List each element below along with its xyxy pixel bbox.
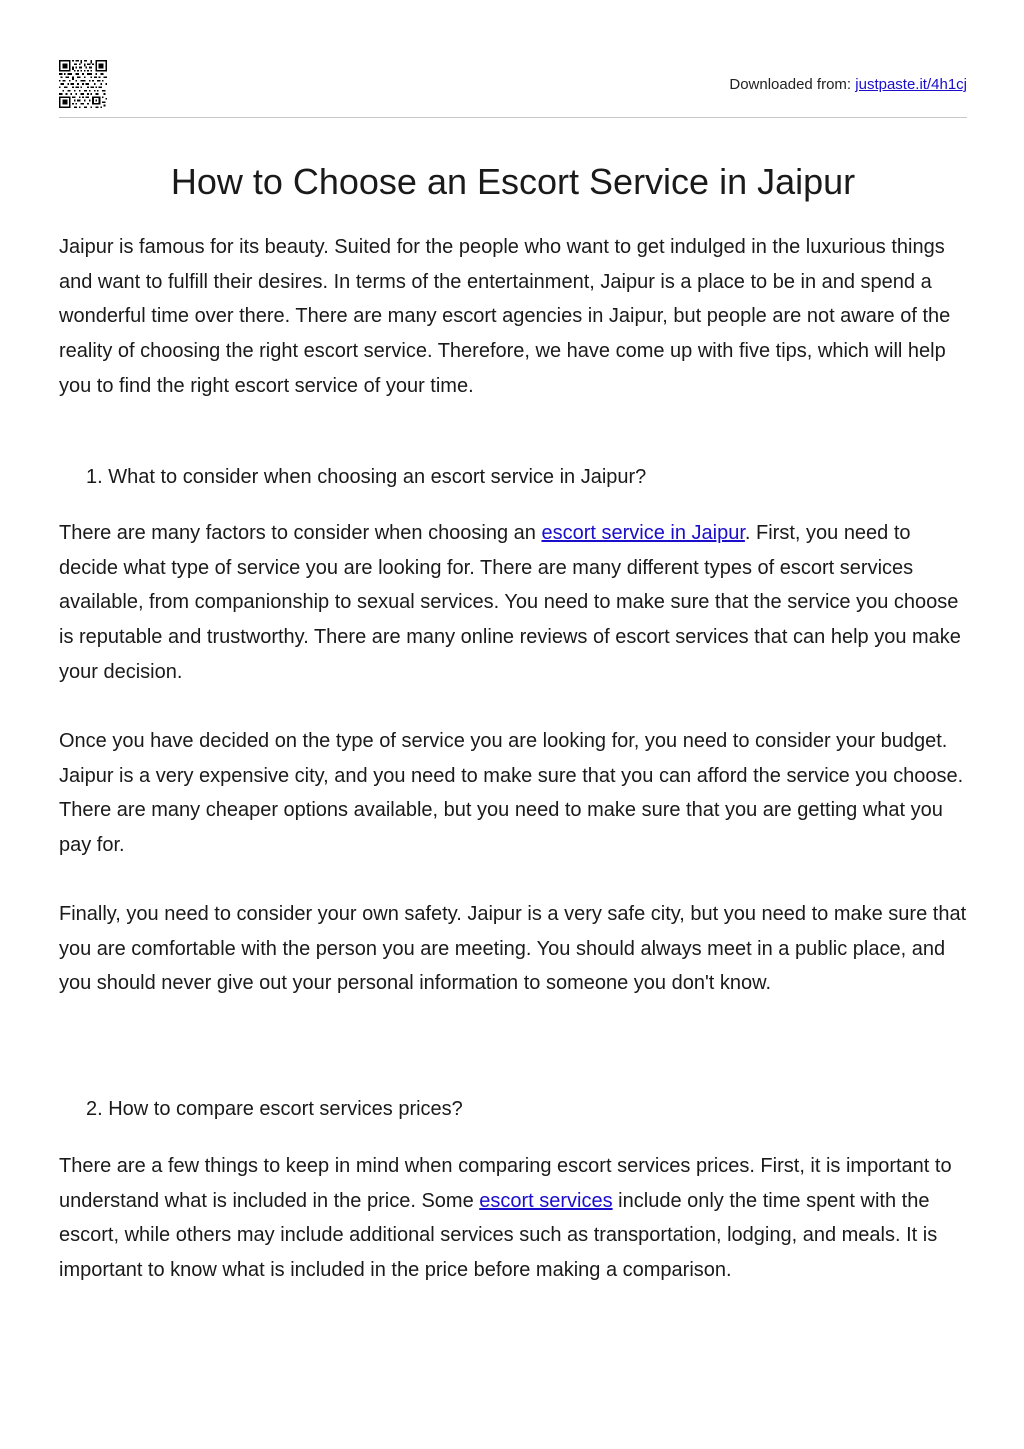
section-2-paragraph-1 (59, 1149, 971, 1288)
section-1-paragraph-3: Finally, you need to consider your own safety. Jaipur is a very safe city, but you need to make sure that you are comfortable with the person you are meeting. You should always meet in a public place, and you should never give out your personal information to someone you don't know. (59, 903, 967, 995)
section-1-p1-text-before: There are many factors to consider when choosing an (59, 522, 542, 544)
intro-paragraph: Jaipur is famous for its beauty. Suited for the people who want to get indulged in the luxurious things and want to fulfill their desires. In terms of the entertainment, Jaipur is a place to be in and spend a wonderful time over there. There are many escort agencies in Jaipur, but people are not aware of the reality of choosing the right escort service. Therefore, we have come up with five tips, which will help you to find the right escort service of your time. (59, 236, 951, 397)
downloaded-from-text (729, 76, 967, 93)
downloaded-from-label: Downloaded from: (729, 76, 856, 93)
section-1-p1-text-after: . First, you need to decide what type of service you are looking for. There are many different types of escort services available, from companionship to sexual services. You need to make sure that the service you choose is reputable and trustworthy. There are many online reviews of escort services that can help you make your decision. (59, 522, 961, 683)
escort-services-link[interactable]: escort services (479, 1189, 613, 1212)
escort-service-in-jaipur-link[interactable]: escort service in Jaipur (541, 522, 745, 544)
section-1-paragraph-2: Once you have decided on the type of service you are looking for, you need to consider your budget. Jaipur is a very expensive city, and you need to make sure that you can afford the service you choose. There are many cheaper options available, but you need to make sure that you are getting what you pay for. (59, 730, 964, 857)
section-1-paragraph-1 (59, 516, 971, 690)
header-divider (59, 117, 967, 118)
source-link[interactable]: justpaste.it/4h1cj (855, 76, 967, 93)
section-2-heading: 2. How to compare escort services prices? (86, 1098, 463, 1120)
page-header (59, 60, 967, 108)
page-title: How to Choose an Escort Service in Jaipur (170, 161, 856, 202)
section-2-p1-text-after: include only the time spent with the escort, while others may include additional services such as transportation, lodging, and meals. It is important to know what is included in the price before making a comparison. (59, 1189, 938, 1282)
section-1-heading: 1. What to consider when choosing an escort service in Jaipur? (86, 466, 647, 488)
qr-code-icon (59, 60, 107, 108)
section-2-p1-text-before: There are a few things to keep in mind when comparing escort services prices. First, it is important to understand what is included in the price. Some (59, 1155, 952, 1212)
